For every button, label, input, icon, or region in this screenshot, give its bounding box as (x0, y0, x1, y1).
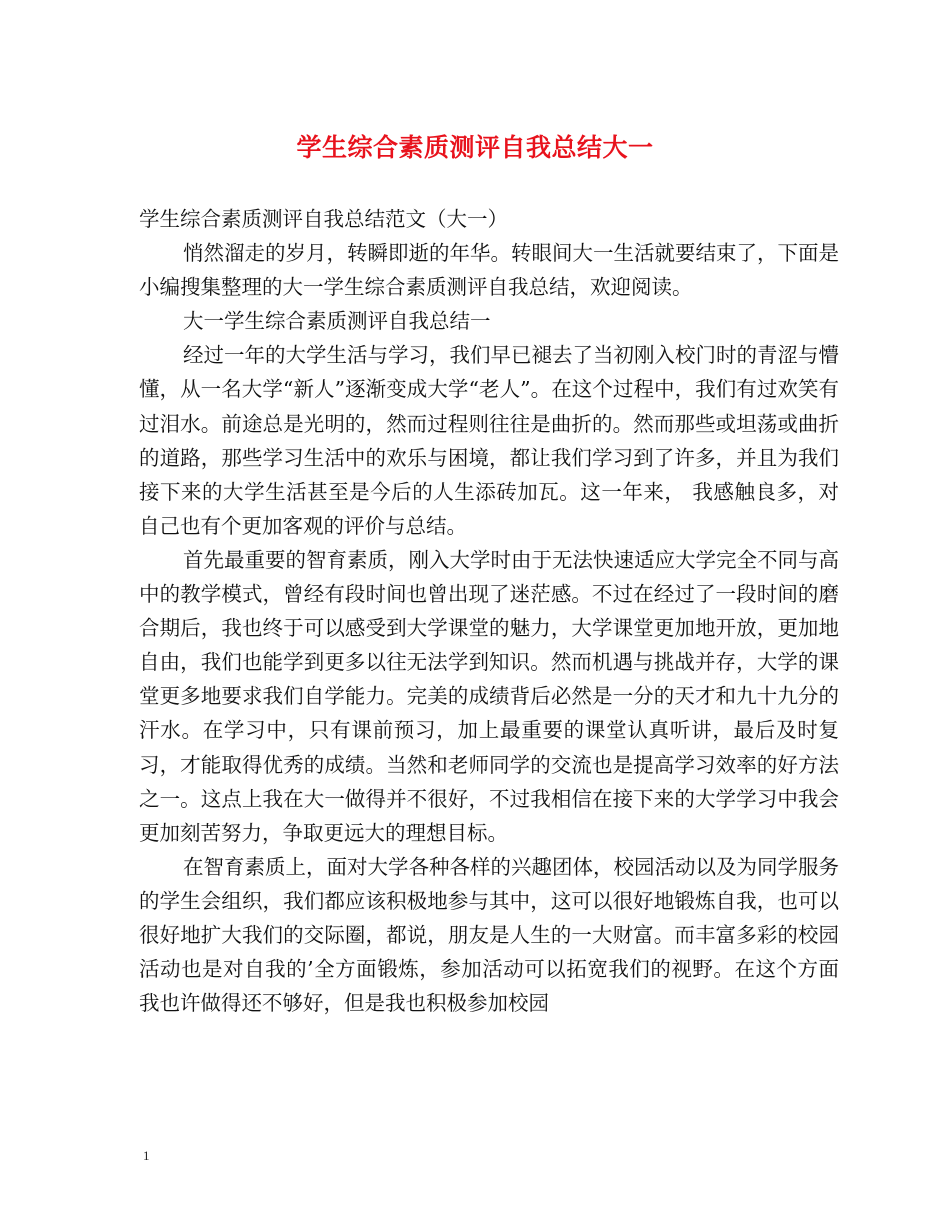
document-title: 学生综合素质测评自我总结大一 (296, 133, 654, 162)
document-body (139, 202, 839, 1020)
subtitle-line: 学生综合素质测评自我总结范文（大一） (139, 207, 508, 231)
body-paragraph: 首先最重要的智育素质，刚入大学时由于无法快速适应大学完全不同与高中的教学模式，曾经有段时间也曾出现了迷茫感。不过在经过了一段时间的磨合期后，我也终于可以感受到大学课堂的魅力，大学课堂更加地开放，更加地自由，我们也能学到更多以往无法学到知识。然而机遇与挑战并存，大学的课堂更多地要求我们自学能力。完美的成绩背后必然是一分的天才和九十九分的汗水。在学习中，只有课前预习，加上最重要的课堂认真听讲，最后及时复习，才能取得优秀的成绩。当然和老师同学的交流也是提高学习效率的好方法之一。这点上我在大一做得并不很好，不过我相信在接下来的大学学习中我会更加刻苦努力，争取更远大的理想目标。 (139, 547, 839, 845)
intro-paragraph: 悄然溜走的岁月，转瞬即逝的年华。转眼间大一生活就要结束了，下面是小编搜集整理的大一学生综合素质测评自我总结，欢迎阅读。 (139, 241, 839, 300)
page-number: 1 (143, 1148, 150, 1163)
section-heading: 大一学生综合素质测评自我总结一 (183, 309, 491, 334)
body-paragraph: 经过一年的大学生活与学习，我们早已褪去了当初刚入校门时的青涩与懵懂，从一名大学“新人”逐渐变成大学“老人”。在这个过程中，我们有过欢笑有过泪水。前途总是光明的，然而过程则往往是曲折的。然而那些或坦荡或曲折的道路，那些学习生活中的欢乐与困境，都让我们学习到了许多，并且为我们接下来的大学生活甚至是今后的人生添砖加瓦。这一年来， 我感触良多，对自己也有个更加客观的评价与总结。 (139, 343, 839, 538)
body-paragraph: 在智育素质上，面对大学各种各样的兴趣团体，校园活动以及为同学服务的学生会组织，我们都应该积极地参与其中，这可以很好地锻炼自我，也可以很好地扩大我们的交际圈，都说，朋友是人生的一大财富。而丰富多彩的校园活动也是对自我的’全方面锻炼，参加活动可以拓宽我们的视野。在这个方面我也许做得还不够好，但是我也积极参加校园 (139, 854, 839, 1016)
